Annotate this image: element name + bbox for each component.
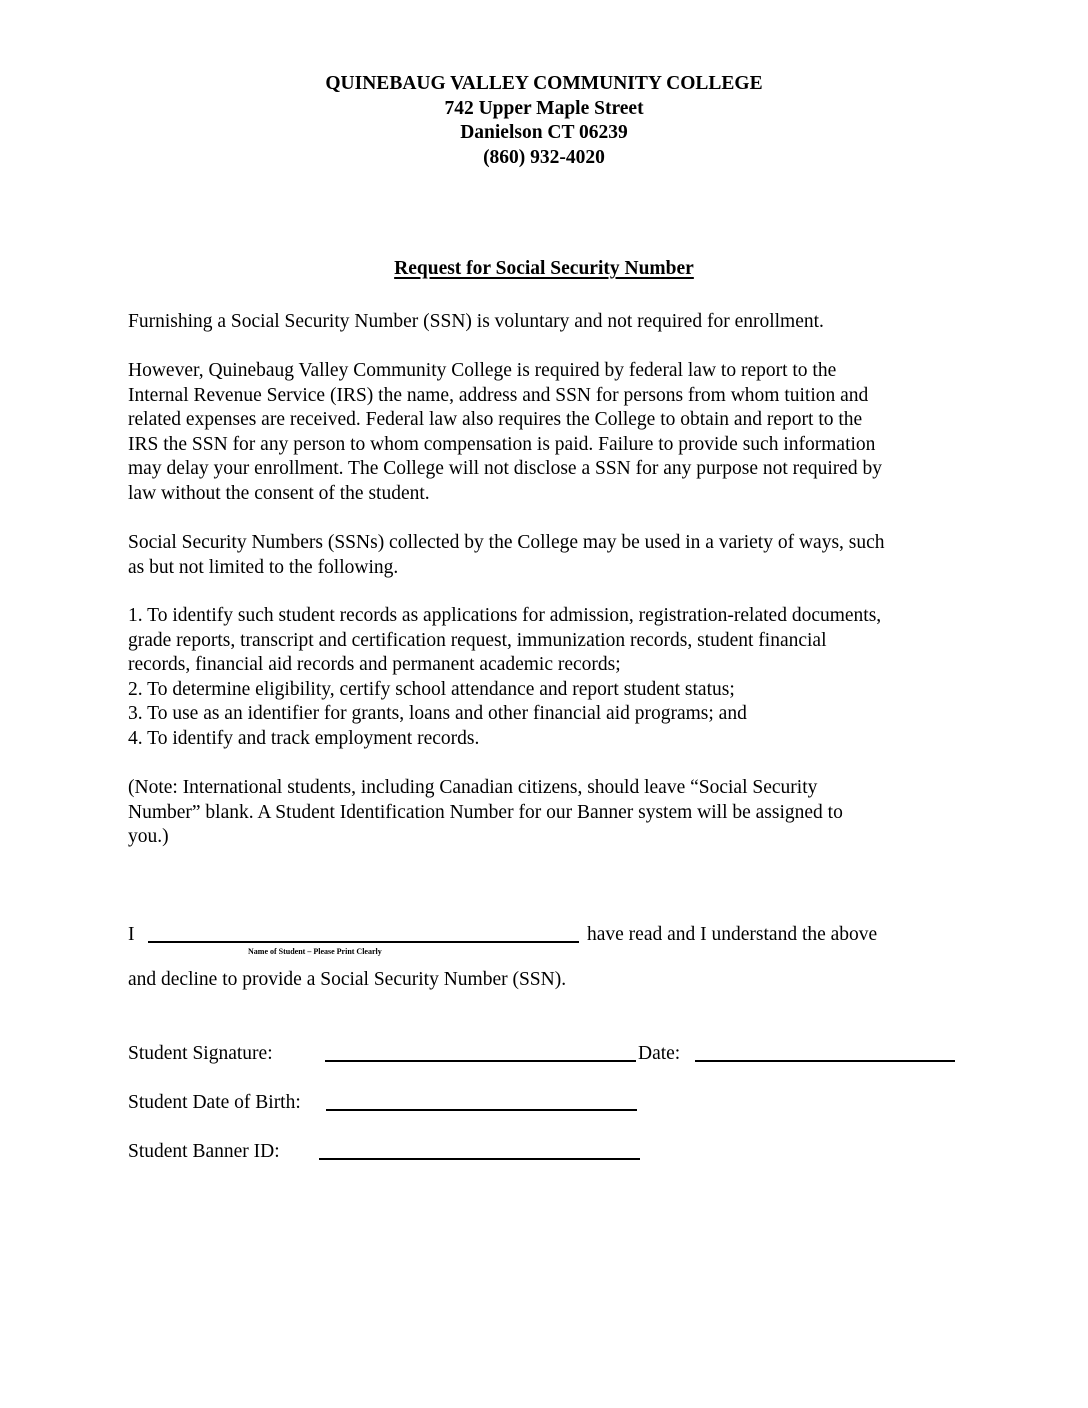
international-note — [128, 776, 968, 850]
declaration-prefix: I — [128, 924, 135, 945]
dob-label: Student Date of Birth: — [128, 1092, 301, 1113]
declaration-suffix: have read and I understand the above — [587, 924, 878, 945]
form-title-text: Request for Social Security Number — [394, 258, 694, 279]
college-street: 742 Upper Maple Street — [444, 97, 644, 119]
paragraph-line: you.) — [128, 826, 169, 847]
declaration-decline-text: and decline to provide a Social Security Number (SSN). — [128, 969, 567, 990]
student-name-caption: Name of Student – Please Print Clearly — [248, 947, 382, 956]
banner-id-label: Student Banner ID: — [128, 1141, 280, 1162]
paragraph-line: as but not limited to the following. — [128, 556, 399, 578]
uses-list — [128, 604, 968, 751]
college-letterhead — [0, 72, 1088, 170]
form-title — [0, 257, 1088, 281]
paragraph-line: related expenses are received. Federal law also requires the College to obtain and report to the — [128, 409, 863, 430]
college-name: QUINEBAUG VALLEY COMMUNITY COLLEGE — [325, 73, 763, 94]
list-item-continuation: grade reports, transcript and certification request, immunization records, student financial — [128, 629, 827, 651]
paragraph-line: Social Security Numbers (SSNs) collected by the College may be used in a variety of ways, such — [128, 532, 885, 553]
paragraph-line: Furnishing a Social Security Number (SSN) is voluntary and not required for enrollment. — [128, 311, 824, 332]
college-city-state-zip: Danielson CT 06239 — [460, 122, 628, 143]
list-item-continuation: records, financial aid records and permanent academic records; — [128, 654, 621, 675]
paragraph-line: Number” blank. A Student Identification Number for our Banner system will be assigned to — [128, 801, 843, 823]
paragraph-line: (Note: International students, including Canadian citizens, should leave “Social Security — [128, 777, 818, 798]
signature-label: Student Signature: — [128, 1043, 273, 1064]
paragraph-line: law without the consent of the student. — [128, 482, 430, 504]
federal-law-paragraph — [128, 359, 968, 506]
date-field[interactable] — [695, 1060, 955, 1062]
paragraph-line: IRS the SSN for any person to whom compensation is paid. Failure to provide such information — [128, 433, 876, 455]
list-item: 4. To identify and track employment records. — [128, 727, 480, 749]
dob-field[interactable] — [326, 1109, 637, 1111]
paragraph-line: However, Quinebaug Valley Community College is required by federal law to report to the — [128, 360, 837, 381]
signature-field[interactable] — [325, 1060, 636, 1062]
list-item: 2. To determine eligibility, certify school attendance and report student status; — [128, 678, 735, 700]
list-item: 1. To identify such student records as applications for admission, registration-related documents, — [128, 605, 882, 626]
college-phone: (860) 932-4020 — [483, 146, 605, 168]
paragraph-line: Internal Revenue Service (IRS) the name, address and SSN for persons from whom tuition and — [128, 384, 869, 406]
list-item: 3. To use as an identifier for grants, loans and other financial aid programs; and — [128, 703, 747, 724]
student-name-field[interactable] — [148, 941, 579, 943]
paragraph-line: may delay your enrollment. The College will not disclose a SSN for any purpose not required by — [128, 458, 883, 479]
voluntary-paragraph — [128, 310, 968, 335]
banner-id-field[interactable] — [319, 1158, 640, 1160]
date-label: Date: — [638, 1043, 681, 1064]
uses-intro-paragraph — [128, 531, 968, 580]
